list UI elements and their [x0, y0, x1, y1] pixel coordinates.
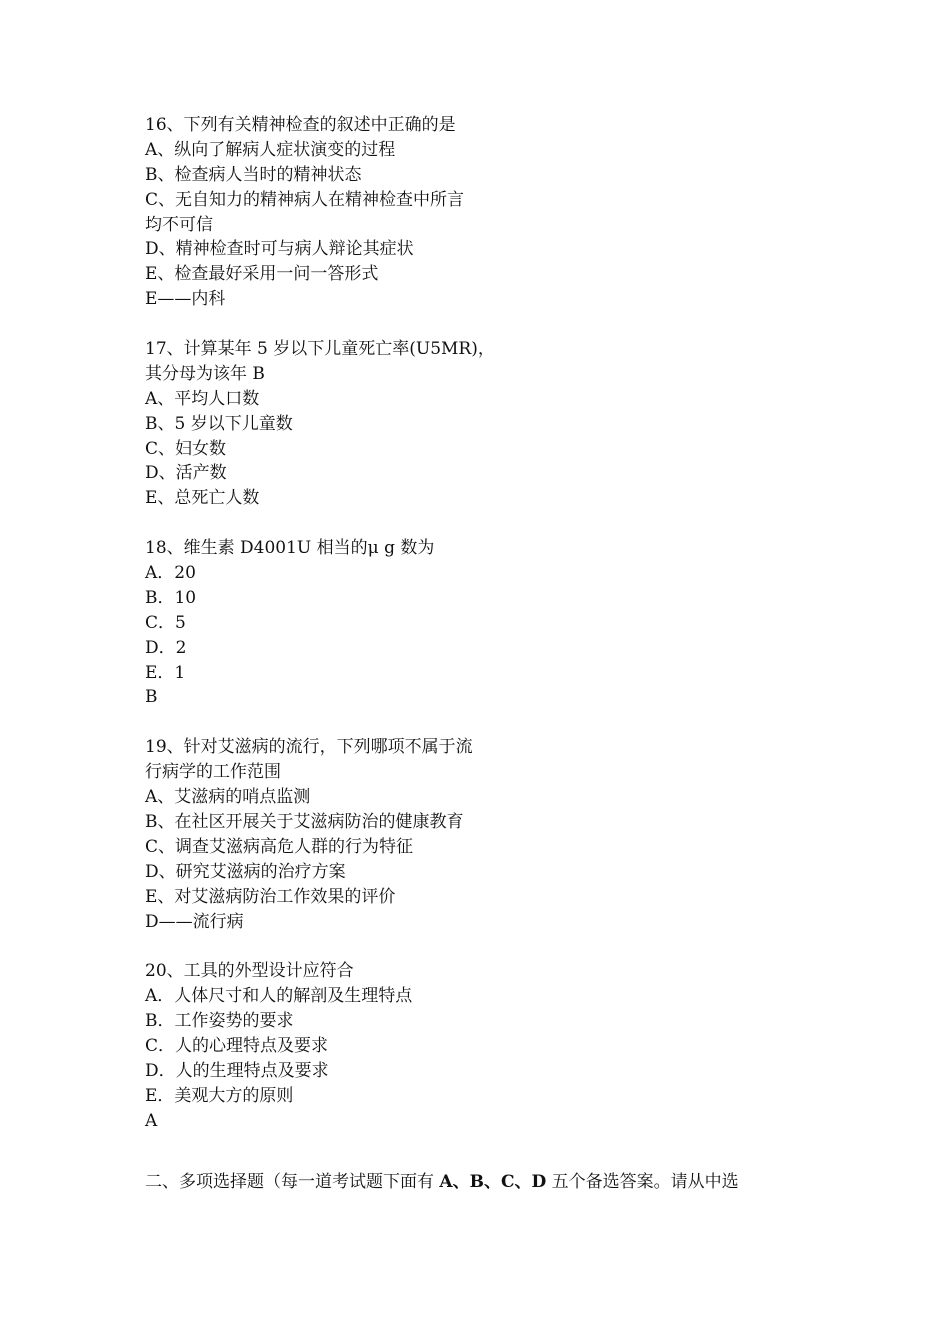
option-e: E．美观大方的原则: [145, 1085, 294, 1106]
option-d: D．人的生理特点及要求: [145, 1060, 329, 1081]
option-c-continued: 均不可信: [145, 214, 213, 235]
question-20: [145, 959, 845, 1133]
answer: A: [145, 1110, 158, 1131]
question-stem: 20、工具的外型设计应符合: [145, 961, 354, 982]
option-e: E、总死亡人数: [145, 488, 260, 509]
option-c: C．5: [145, 612, 186, 633]
option-c: C．人的心理特点及要求: [145, 1035, 329, 1056]
question-18: [145, 536, 845, 710]
option-d: D、活产数: [145, 463, 227, 484]
option-d: D．2: [145, 637, 187, 658]
document-page: [145, 113, 845, 1194]
section-heading-suffix: 五个备选答案。请从中选: [546, 1171, 739, 1192]
option-c: C、妇女数: [145, 438, 227, 459]
answer: E——内科: [145, 289, 226, 310]
option-e: E、对艾滋病防治工作效果的评价: [145, 886, 396, 907]
question-stem: 19、针对艾滋病的流行，下列哪项不属于流: [145, 737, 473, 758]
question-17: [145, 337, 845, 511]
question-stem: 18、维生素 D4001U 相当的μ g 数为: [145, 538, 435, 559]
option-a: A、纵向了解病人症状演变的过程: [145, 139, 396, 160]
question-stem-continued: 其分母为该年 B: [145, 363, 265, 384]
option-b: B．工作姿势的要求: [145, 1011, 294, 1032]
option-c: C、调查艾滋病高危人群的行为特征: [145, 836, 414, 857]
option-b: B．10: [145, 587, 197, 608]
question-16: [145, 113, 845, 312]
option-b: B、检查病人当时的精神状态: [145, 164, 362, 185]
option-a: A、艾滋病的哨点监测: [145, 787, 311, 808]
option-e: E．1: [145, 662, 186, 683]
option-c: C、无自知力的精神病人在精神检查中所言: [145, 189, 465, 210]
option-e: E、检查最好采用一问一答形式: [145, 264, 379, 285]
option-a: A．20: [145, 563, 196, 584]
section-heading-letters: A、B、C、D: [439, 1171, 547, 1192]
question-19: [145, 735, 845, 934]
option-b: B、在社区开展关于艾滋病防治的健康教育: [145, 811, 464, 832]
option-b: B、5 岁以下儿童数: [145, 413, 293, 434]
option-d: D、精神检查时可与病人辩论其症状: [145, 239, 414, 260]
option-a: A、平均人口数: [145, 388, 260, 409]
option-a: A．人体尺寸和人的解剖及生理特点: [145, 986, 413, 1007]
option-d: D、研究艾滋病的治疗方案: [145, 861, 346, 882]
question-stem-continued: 行病学的工作范围: [145, 762, 281, 783]
section-heading-multiple-choice: [145, 1170, 845, 1195]
section-heading-prefix: 二、多项选择题（每一道考试题下面有: [145, 1171, 440, 1192]
answer: B: [145, 687, 158, 708]
answer: D——流行病: [145, 911, 244, 932]
question-stem: 17、计算某年 5 岁以下儿童死亡率(U5MR)，: [145, 339, 495, 360]
question-stem: 16、下列有关精神检查的叙述中正确的是: [145, 115, 456, 135]
